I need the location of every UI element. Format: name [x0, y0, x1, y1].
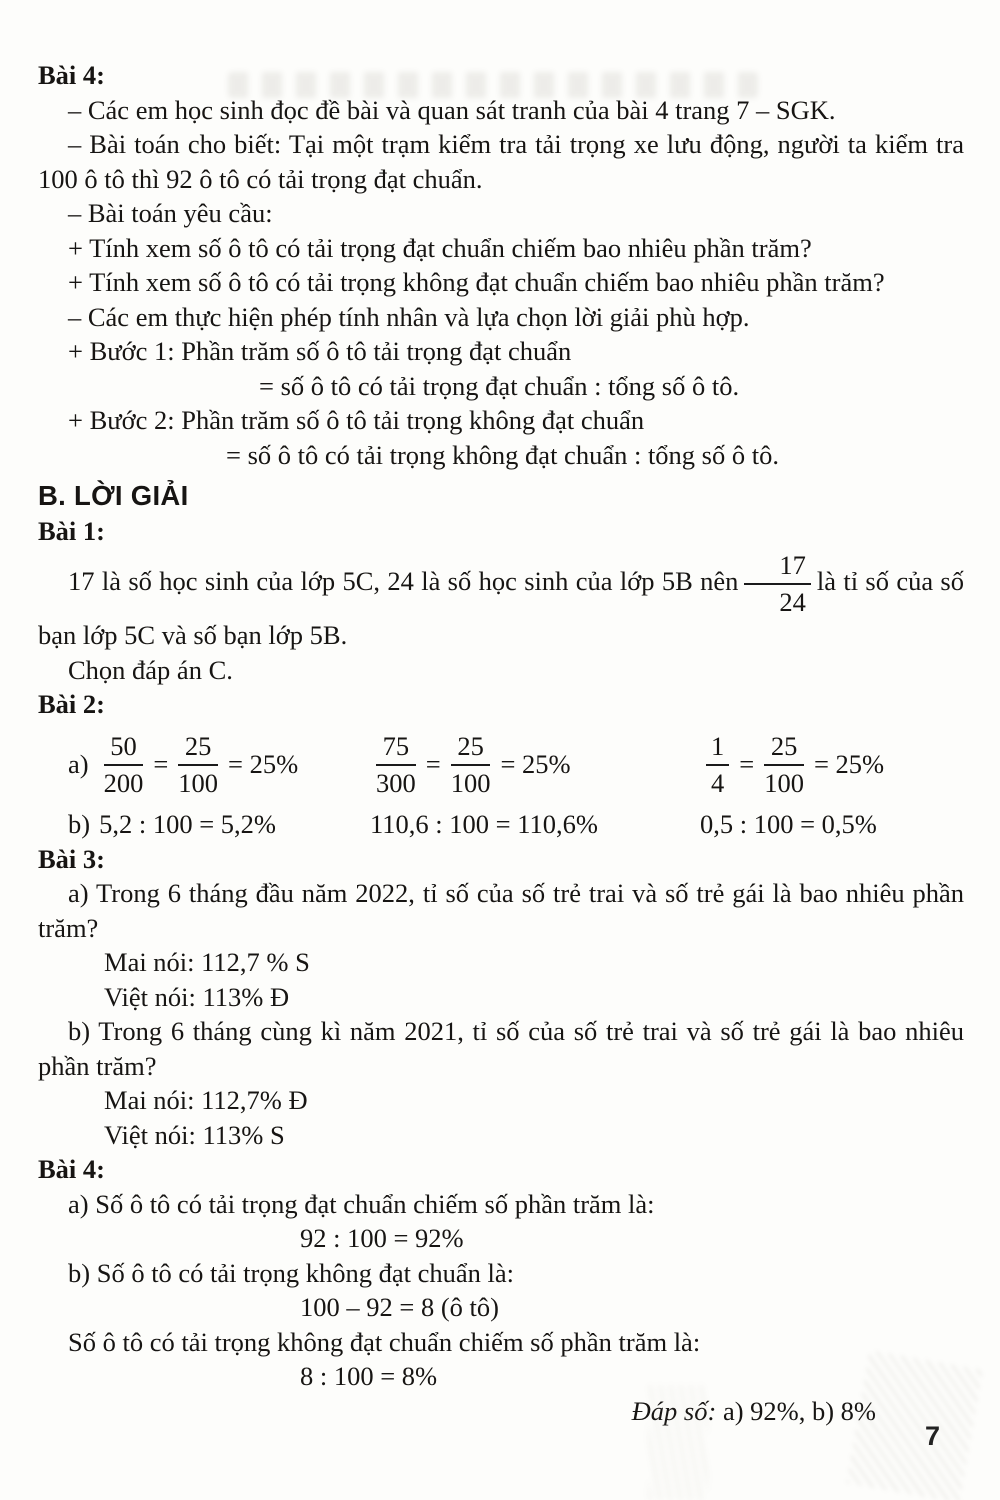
- guide-step-1: + Bước 1: Phần trăm số ô tô tải trọng đạt chuẩn: [68, 336, 572, 366]
- equation-cell-b3: [700, 806, 964, 842]
- equals-sign: =: [425, 749, 441, 780]
- fraction-25-100: [178, 730, 218, 800]
- bai4-c-calc: 8 : 100 = 8%: [300, 1361, 438, 1392]
- guide-step-2-formula: = số ô tô có tải trọng không đạt chuẩn : tổng số ô tô.: [226, 439, 779, 470]
- fraction-numerator: 1: [706, 730, 729, 766]
- section-b-heading: B. LỜI GIẢI: [38, 480, 189, 511]
- equation-text: 5,2 : 100 = 5,2%: [99, 808, 276, 839]
- equals-sign: =: [739, 749, 755, 780]
- equation-text: 0,5 : 100 = 0,5%: [700, 808, 877, 839]
- bai1-text-before: 17 là số học sinh của lớp 5C, 24 là số học sinh của lớp 5B nên: [68, 565, 739, 596]
- equals-sign: =: [153, 749, 169, 780]
- bai2-row-b: [38, 806, 964, 842]
- bai4-a-label: a) Số ô tô có tải trọng đạt chuẩn chiếm số phần trăm là:: [68, 1188, 655, 1219]
- bai1-paragraph: [38, 549, 964, 653]
- bai3-question-a: a) Trong 6 tháng đầu năm 2022, tỉ số của số trẻ trai và số trẻ gái là bao nhiêu phần trăm?: [38, 878, 964, 943]
- fraction-75-300: [376, 730, 416, 800]
- bai1-choice: Chọn đáp án C.: [68, 654, 233, 685]
- bai1-text-after: là tỉ số của số bạn lớp 5C và số bạn lớp 5B.: [38, 565, 964, 651]
- answer-value: a) 92%, b) 8%: [716, 1395, 876, 1426]
- guide-line-2: – Bài toán cho biết: Tại một trạm kiểm tra tải trọng xe lưu động, người ta kiểm tra 100 ô tô thì 92 ô tô có tải trọng đạt chuẩn.: [38, 129, 964, 194]
- bai1-heading: Bài 1:: [38, 516, 105, 546]
- guide-step-2: + Bước 2: Phần trăm số ô tô tải trọng không đạt chuẩn: [68, 405, 645, 435]
- equation-cell-a2: [370, 730, 700, 800]
- bai2-heading: Bài 2:: [38, 689, 105, 720]
- fraction-numerator: 17: [744, 549, 811, 585]
- guide-line-3: – Bài toán yêu cầu:: [68, 198, 273, 228]
- bai4-b-calc: 100 – 92 = 8 (ô tô): [300, 1292, 499, 1323]
- bai2-row-a: [38, 724, 964, 806]
- equation-cell-b1: [68, 806, 370, 842]
- item-label-b: b): [68, 808, 91, 839]
- answer-label: Đáp số:: [631, 1395, 717, 1426]
- equation-text: 110,6 : 100 = 110,6%: [370, 808, 598, 839]
- fraction-denominator: 24: [779, 586, 806, 617]
- bai3-question-b: b) Trong 6 tháng cùng kì năm 2021, tỉ số của số trẻ trai và số trẻ gái là bao nhiêu phần trăm?: [38, 1016, 964, 1081]
- guide-line-4: + Tính xem số ô tô có tải trọng đạt chuẩn chiếm bao nhiêu phần trăm?: [68, 232, 812, 263]
- bai3-b-mai: Mai nói: 112,7% Đ: [104, 1085, 308, 1116]
- equation-cell-a1: [68, 730, 370, 800]
- scan-smudge-artifact: [648, 1385, 708, 1500]
- fraction-1-4: [706, 730, 729, 800]
- bai3-b-viet: Việt nói: 113% S: [104, 1119, 285, 1150]
- fraction-numerator: 75: [376, 730, 416, 766]
- fraction-numerator: 25: [451, 730, 491, 766]
- equation-result: = 25%: [813, 749, 885, 780]
- equation-result: = 25%: [228, 749, 299, 780]
- fraction-denominator: 200: [103, 768, 144, 799]
- item-label-a: a): [68, 749, 89, 780]
- bai3-a-mai: Mai nói: 112,7 % S: [104, 947, 310, 978]
- equation-cell-a3: [700, 730, 964, 800]
- fraction-50-200: [104, 730, 144, 800]
- fraction-17-24: [744, 549, 811, 619]
- guide-line-1: – Các em học sinh đọc đề bài và quan sát tranh của bài 4 trang 7 – SGK.: [68, 94, 836, 125]
- bai4-b-label: b) Số ô tô có tải trọng không đạt chuẩn là:: [68, 1257, 514, 1288]
- equation-result: = 25%: [500, 749, 571, 780]
- guide-line-6: – Các em thực hiện phép tính nhân và lựa chọn lời giải phù hợp.: [68, 301, 750, 332]
- fraction-numerator: 25: [178, 730, 218, 766]
- bai4-a-calc: 92 : 100 = 92%: [300, 1223, 464, 1254]
- fraction-denominator: 300: [376, 768, 416, 799]
- guide-bai4-heading: Bài 4:: [38, 60, 105, 90]
- bai3-a-viet: Việt nói: 113% Đ: [104, 981, 290, 1012]
- fraction-denominator: 100: [764, 768, 804, 799]
- scan-smudge-artifact: [846, 1350, 983, 1500]
- equation-cell-b2: [370, 806, 700, 842]
- fraction-25-100: [764, 730, 804, 800]
- fraction-denominator: 100: [178, 768, 219, 799]
- bai4-c-label: Số ô tô có tải trọng không đạt chuẩn chiếm số phần trăm là:: [68, 1326, 701, 1357]
- guide-step-1-formula: = số ô tô có tải trọng đạt chuẩn : tổng số ô tô.: [259, 370, 740, 401]
- fraction-denominator: 4: [711, 768, 725, 799]
- page-number: 7: [924, 1421, 940, 1451]
- fraction-denominator: 100: [450, 768, 491, 799]
- fraction-numerator: 25: [764, 730, 804, 766]
- fraction-25-100: [451, 730, 491, 800]
- final-answer: [38, 1394, 964, 1429]
- guide-line-5: + Tính xem số ô tô có tải trọng không đạt chuẩn chiếm bao nhiêu phần trăm?: [68, 267, 885, 297]
- fraction-numerator: 50: [104, 730, 144, 766]
- bai3-heading: Bài 3:: [38, 843, 105, 874]
- bai4-heading: Bài 4:: [38, 1154, 105, 1185]
